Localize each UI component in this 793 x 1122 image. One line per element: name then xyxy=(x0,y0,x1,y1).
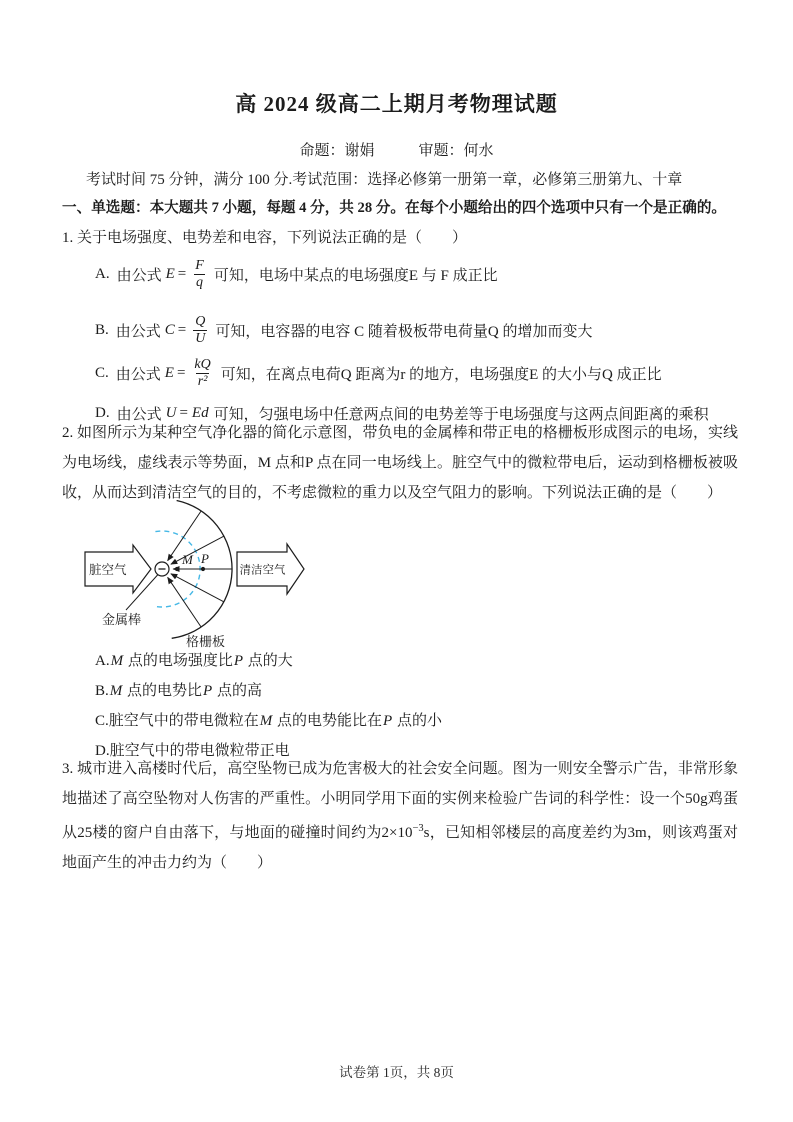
q1-option-c xyxy=(95,350,735,396)
option-label: D. xyxy=(95,743,110,759)
option-label: B. xyxy=(95,321,109,338)
q1-option-a xyxy=(95,246,735,302)
option-label: C. xyxy=(95,364,109,381)
formula-equals: = xyxy=(176,364,186,381)
option-text: 点的电势比 xyxy=(123,683,203,699)
point-p-label: P xyxy=(201,551,209,566)
q2-option-b xyxy=(95,676,735,706)
q3-exponent: −3 xyxy=(412,823,424,834)
exam-title: 高 2024 级高二上期月考物理试题 xyxy=(235,92,558,116)
option-pre-text: 由公式 xyxy=(116,406,162,423)
exam-info: 考试时间 75 分钟，满分 100 分.考试范围：选择必修第一册第一章，必修第三册第九、十章 xyxy=(86,172,683,188)
option-pre-text: 由公式 xyxy=(115,323,161,340)
grid-plate-label: 格栅板 xyxy=(186,634,226,649)
option-text: 脏空气中的带电微粒带正电 xyxy=(109,743,290,759)
point-m-ref: M xyxy=(109,683,123,699)
question-1-stem: 1. 关于电场强度、电势差和电容，下列说法正确的是（ ） xyxy=(62,230,468,246)
option-post-text: 可知，匀强电场中任意两点间的电势差等于电场强度与这两点间距离的乘积 xyxy=(213,406,709,423)
q2-option-a xyxy=(95,646,735,676)
point-p-ref: P xyxy=(233,653,244,669)
fraction-numerator: Q xyxy=(195,314,206,330)
point-m-ref: M xyxy=(110,653,124,669)
clean-air-label: 清洁空气 xyxy=(239,564,286,577)
option-label: D. xyxy=(95,404,110,421)
option-post-text: 可知，电场中某点的电场强度E 与 F 成正比 xyxy=(213,267,498,284)
option-text: 点的大 xyxy=(244,653,293,669)
q3-text-part1: 3. 城市进入高楼时代后，高空坠物已成为危害极大的社会安全问题。图为一则安全警示广告，非常形象地描述了高空坠物对人伤害的严重性。小明同学用下面的实例来检验广告词的科学性：设一个50g鸡蛋从25楼的窗户自由落下，与地面的碰撞时间约为2×10 xyxy=(62,761,738,841)
fraction-numerator: F xyxy=(195,258,204,274)
option-post-text: 可知，电容器的电容 C 随着极板带电荷量Q 的增加而变大 xyxy=(215,323,593,340)
option-label: A. xyxy=(95,265,110,282)
dirty-air-label: 脏空气 xyxy=(89,563,127,577)
point-m-label: M xyxy=(182,552,193,567)
field-line xyxy=(171,574,224,602)
option-text: 点的高 xyxy=(213,683,262,699)
q2-option-c xyxy=(95,706,735,736)
point-p-dot xyxy=(201,567,205,571)
option-pre-text: 由公式 xyxy=(115,366,161,383)
field-line xyxy=(171,536,224,564)
formula-lhs: E xyxy=(165,265,175,282)
formula-lhs: E xyxy=(164,364,174,381)
fraction-f-over-q xyxy=(193,258,206,290)
option-label: A. xyxy=(95,653,110,669)
fraction-denominator: r² xyxy=(197,373,208,389)
question-2-stem: 2. 如图所示为某种空气净化器的简化示意图，带负电的金属棒和带正电的格栅板形成图示的电场，实线为电场线，虚线表示等势面，M 点和P 点在同一电场线上。脏空气中的微粒带电后，运动到格栅板被吸收，从而达到清洁空气的目的，不考虑微粒的重力以及空气阻力的影响。下列说法正确的是（ ） xyxy=(62,425,738,501)
option-post-text: 可知，在离点电荷Q 距离为r 的地方，电场强度E 的大小与Q 成正比 xyxy=(220,366,662,383)
formula-lhs: U xyxy=(165,404,177,421)
fraction-q-over-u xyxy=(193,314,207,346)
formula-equals: = xyxy=(179,404,188,421)
formula-equals: = xyxy=(177,321,187,338)
fraction-kq-over-r2 xyxy=(192,357,212,389)
fraction-denominator: q xyxy=(196,274,204,290)
option-text: 点的电势能比在 xyxy=(273,713,383,729)
reviewer-label: 审题：何水 xyxy=(418,143,494,159)
q2-air-purifier-figure xyxy=(80,500,320,662)
point-p-ref: P xyxy=(383,713,393,729)
formula-lhs: C xyxy=(164,321,175,338)
section-heading: 一、单选题：本大题共 7 小题，每题 4 分，共 28 分。在每个小题给出的四个选项中只有一个是正确的。 xyxy=(62,200,727,216)
fraction-denominator: U xyxy=(195,330,206,346)
proposer-label: 命题：谢娟 xyxy=(299,143,375,159)
metal-rod-label: 金属棒 xyxy=(102,612,142,627)
formula-rhs: Ed xyxy=(191,404,209,421)
option-label: B. xyxy=(95,683,109,699)
q1-option-b xyxy=(95,306,735,354)
page-number: 试卷第 1页，共 8页 xyxy=(339,1065,454,1080)
point-m-dot xyxy=(175,567,179,571)
q3-text-part2: s，已知相邻楼层的高度差约为3m，则该鸡蛋对地面产生的冲击力约为（ ） xyxy=(62,825,738,871)
question-3-stem xyxy=(62,754,738,878)
exam-authors xyxy=(0,139,793,160)
point-m-ref: M xyxy=(259,713,273,729)
option-label: C. xyxy=(95,713,109,729)
option-text: 脏空气中的带电微粒在 xyxy=(108,713,259,729)
point-p-ref: P xyxy=(203,683,213,699)
option-text: 点的小 xyxy=(393,713,442,729)
formula-equals: = xyxy=(177,265,187,282)
option-pre-text: 由公式 xyxy=(116,267,162,284)
option-text: 点的电场强度比 xyxy=(124,653,233,669)
fraction-numerator: kQ xyxy=(194,357,211,373)
